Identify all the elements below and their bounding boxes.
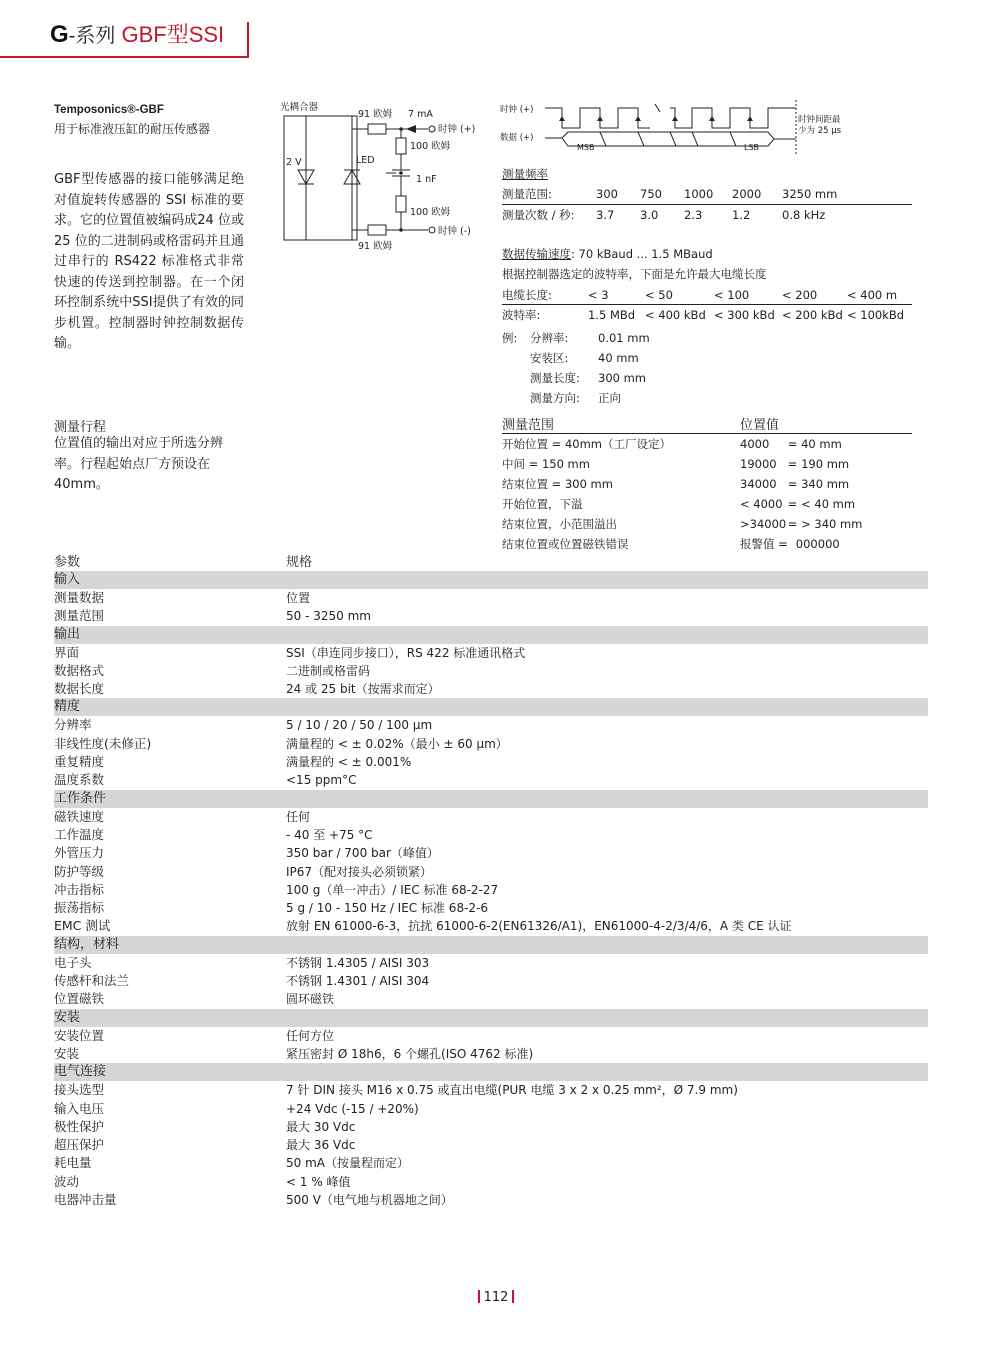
spec-section-accuracy: 精度: [54, 698, 928, 716]
spec-param: 重复精度: [54, 754, 105, 770]
table-row: [54, 1081, 928, 1099]
table-row: [54, 917, 928, 935]
position-value-cell: >34000: [740, 517, 787, 531]
position-value-cell: 4000: [740, 437, 770, 451]
example-row: [502, 328, 658, 348]
freq-range-cell: 750: [640, 187, 662, 201]
position-header-value: 位置值: [740, 417, 780, 433]
series-letter: G: [50, 21, 69, 48]
table-row: [54, 1154, 928, 1172]
example-key: 测量长度:: [530, 371, 580, 385]
ssi-timing-diagram: [500, 98, 912, 160]
table-row: [54, 1100, 928, 1118]
cable-cell: < 200: [782, 287, 818, 302]
table-row: [502, 434, 912, 455]
example-table: [502, 328, 658, 408]
cable-cell: < 400 m: [847, 287, 898, 302]
position-mm-cell: = 40 mm: [787, 437, 842, 451]
table-row: [54, 680, 928, 698]
spec-param: 安装: [54, 1045, 80, 1061]
baud-row: [502, 305, 912, 325]
spec-value: 100 g（单一冲击）/ IEC 标准 68-2-27: [286, 882, 499, 897]
spec-param: 非线性度(未修正): [54, 735, 152, 751]
spec-param: 测量范围: [54, 608, 105, 624]
spec-value: 500 V（电气地与机器地之间）: [286, 1193, 453, 1208]
table-row: [54, 607, 928, 625]
spec-header-spec: 规格: [286, 555, 313, 570]
spec-value: +24 Vdc (-15 / +20%): [286, 1101, 419, 1116]
spec-section-mounting: 安装: [54, 1009, 928, 1027]
spec-value: 7 针 DIN 接头 M16 x 0.75 或直出电缆(PUR 电缆 3 x 2 x 0.25 mm²，Ø 7.9 mm): [286, 1083, 738, 1098]
label-r3: 100 欧姆: [410, 207, 451, 218]
spec-param: 位置磁铁: [54, 991, 105, 1007]
label-capacitor: 1 nF: [416, 174, 437, 185]
stroke-title: 测量行程: [54, 420, 107, 435]
table-row: [54, 1136, 928, 1154]
spec-value: <15 ppm°C: [286, 773, 357, 788]
spec-value: 24 或 25 bit（按需求而定）: [286, 682, 440, 697]
freq-count-row: [502, 205, 912, 226]
table-row: [54, 753, 928, 771]
spec-section-output: 输出: [54, 626, 928, 644]
baud-label: 波特率:: [502, 307, 541, 322]
spec-param: 波动: [54, 1173, 80, 1189]
table-row: [54, 954, 928, 972]
spec-value: 二进制或格雷码: [286, 663, 371, 678]
spec-param: 外管压力: [54, 845, 105, 861]
position-range-cell: 开始位置 = 40mm（工厂设定）: [502, 437, 671, 451]
spec-param: 数据格式: [54, 662, 105, 678]
position-mm-cell: 000000: [795, 537, 840, 551]
position-mm-cell: = 340 mm: [787, 477, 850, 491]
label-current: 7 mA: [408, 109, 433, 120]
spec-param: 分辨率: [54, 717, 92, 733]
spec-param: EMC 测试: [54, 918, 111, 934]
position-range-cell: 结束位置，小范围溢出: [502, 517, 617, 531]
label-r2: 100 欧姆: [410, 141, 451, 152]
position-value-cell: < 4000: [740, 497, 783, 511]
label-voltage: 2 V: [286, 157, 302, 168]
position-value-cell: 34000: [740, 477, 777, 491]
cable-row: [502, 285, 912, 305]
cable-cell: < 50: [645, 287, 673, 302]
label-clock-minus: 时钟 (-): [438, 226, 471, 237]
table-row: [54, 1027, 928, 1045]
spec-param: 输入电压: [54, 1100, 105, 1116]
table-row: [54, 1118, 928, 1136]
spec-value: 任何方位: [286, 1028, 335, 1043]
example-key: 分辨率:: [530, 331, 569, 345]
spec-param: 冲击指标: [54, 881, 105, 897]
spec-param: 界面: [54, 644, 80, 660]
table-row: [54, 990, 928, 1008]
freq-count-cell: 3.7: [596, 208, 615, 222]
table-row: [502, 454, 912, 474]
cable-table: [502, 285, 912, 324]
cable-cell: < 100: [714, 287, 750, 302]
spec-section-input: 输入: [54, 571, 928, 589]
freq-range-cell: 300: [596, 187, 618, 201]
label-r4: 91 欧姆: [358, 241, 393, 252]
label-led: LED: [356, 155, 375, 166]
position-range-cell: 结束位置 = 300 mm: [502, 477, 613, 491]
baud-cell: 1.5 MBd: [588, 307, 636, 322]
freq-count-cell: 1.2: [732, 208, 751, 222]
table-row: [54, 589, 928, 607]
intro-subtitle: 用于标准液压缸的耐压传感器: [54, 122, 211, 136]
position-range-cell: 开始位置，下溢: [502, 497, 583, 511]
spec-value: 最大 30 Vdc: [286, 1119, 356, 1134]
spec-value: 放射 EN 61000-6-3，抗扰 61000-6-2(EN61326/A1)，EN61000-4-2/3/4/6，A 类 CE 认证: [286, 919, 792, 934]
position-mm-cell: = 190 mm: [787, 457, 850, 471]
spec-value: 5 g / 10 - 150 Hz / IEC 标准 68-2-6: [286, 901, 489, 916]
table-row: [502, 514, 912, 534]
freq-table: [502, 184, 912, 225]
baud-cell: < 400 kBd: [645, 307, 706, 322]
transfer-title: 数据传输速度: [502, 247, 571, 261]
baud-cell: < 300 kBd: [714, 307, 775, 322]
freq-title: 测量频率: [502, 167, 548, 181]
table-row: [502, 474, 912, 494]
transfer-speed: : 70 kBaud ... 1.5 MBaud: [571, 247, 713, 261]
header-rule: [0, 56, 248, 58]
spec-value: 任何: [286, 809, 311, 824]
intro-body: GBF型传感器的接口能够满足绝对值旋转传感器的 SSI 标准的要求。它的位置值被编码成24 位或 25 位的二进制码或格雷码并且通过串行的 RS422 标准格式非常快速的传送到控制器。在一个闭环控制系统中SSI提供了有效的同步机置。控制器时钟控制数据传输。: [54, 172, 244, 351]
spec-param: 磁铁速度: [54, 808, 105, 824]
table-row: [54, 735, 928, 753]
example-value: 40 mm: [598, 351, 639, 365]
spec-value: 紧压密封 Ø 18h6，6 个螺孔(ISO 4762 标准): [286, 1046, 534, 1061]
spec-value: 位置: [286, 591, 311, 605]
transfer-speed-line: [502, 246, 713, 262]
example-value: 300 mm: [598, 371, 647, 385]
spec-value: < 1 % 峰值: [286, 1174, 351, 1189]
timing-note-2: 少为 25 µs: [798, 126, 842, 136]
example-key: 安装区:: [530, 351, 569, 365]
example-key: 测量方向:: [530, 391, 580, 405]
example-row: [502, 348, 658, 368]
stroke-body: 位置值的输出对应于所选分辨率。行程起始点厂方预设在40mm。: [54, 436, 224, 492]
table-row: [54, 826, 928, 844]
spec-param: 接头选型: [54, 1082, 105, 1098]
example-label: 例:: [502, 331, 518, 345]
page-title: [50, 18, 224, 49]
timing-note-1: 时钟间距最: [798, 115, 841, 125]
transfer-desc: 根据控制器选定的波特率，下面是允许最大电缆长度: [502, 267, 767, 281]
spec-param: 电子头: [54, 954, 92, 970]
spec-param: 传感杆和法兰: [54, 973, 130, 989]
freq-count-cell: 0.8 kHz: [782, 208, 826, 222]
position-mm-cell: = > 340 mm: [787, 517, 863, 531]
label-r1: 91 欧姆: [358, 109, 393, 120]
position-table: [502, 413, 912, 554]
freq-count-cell: 3.0: [640, 208, 659, 222]
timing-lsb: LSB: [744, 143, 760, 152]
freq-range-cell: 3250 mm: [782, 187, 838, 201]
cable-label: 电缆长度:: [502, 287, 552, 302]
spec-value: SSI（串连同步接口），RS 422 标准通讯格式: [286, 645, 526, 660]
baud-cell: < 200 kBd: [782, 307, 843, 322]
table-row: [54, 1173, 928, 1191]
table-row: [54, 716, 928, 734]
example-row: [502, 388, 658, 408]
page-number: [0, 1290, 992, 1305]
spec-param: 测量数据: [54, 590, 105, 605]
spec-param: 工作温度: [54, 826, 105, 842]
spec-value: 不锈钢 1.4305 / AISI 303: [286, 955, 430, 970]
spec-value: 最大 36 Vdc: [286, 1138, 356, 1153]
timing-clock-label: 时钟 (+): [500, 105, 534, 115]
baud-cell: < 100kBd: [847, 307, 905, 322]
freq-count-label: 测量次数 / 秒:: [502, 208, 575, 222]
freq-range-cell: 1000: [684, 187, 714, 201]
brand-name: Temposonics®-GBF: [54, 104, 164, 116]
spec-param: 耗电量: [54, 1155, 92, 1171]
position-range-cell: 结束位置或位置磁铁错误: [502, 537, 629, 551]
spec-section-operating: 工作条件: [54, 790, 928, 808]
spec-param: 电器冲击量: [54, 1192, 117, 1208]
table-row: [54, 644, 928, 662]
label-optocoupler: 光耦合器: [280, 102, 319, 113]
model-label: GBF型SSI: [121, 22, 225, 47]
spec-param: 安装位置: [54, 1027, 105, 1043]
freq-range-label: 测量范围:: [502, 187, 552, 201]
spec-param: 数据长度: [54, 681, 105, 697]
position-range-cell: 中间 = 150 mm: [502, 457, 590, 471]
table-row: [54, 771, 928, 789]
spec-section-electrical: 电气连接: [54, 1063, 928, 1081]
spec-value: 圆环磁铁: [286, 992, 335, 1007]
table-row: [54, 1191, 928, 1209]
page-number-text: 112: [483, 1290, 509, 1305]
table-row: [54, 1045, 928, 1063]
spec-param: 极性保护: [54, 1118, 105, 1134]
page-number-bar-left: [478, 1290, 480, 1303]
table-row: [54, 899, 928, 917]
position-value-cell: 19000: [740, 457, 777, 471]
spec-value: 不锈钢 1.4301 / AISI 304: [286, 974, 430, 989]
table-row: [502, 494, 912, 514]
series-label: -系列: [68, 25, 116, 47]
position-header-range: 测量范围: [502, 417, 555, 433]
spec-value: 50 - 3250 mm: [286, 609, 371, 624]
example-value: 0.01 mm: [598, 331, 650, 345]
spec-value: 50 mA（按量程而定）: [286, 1156, 409, 1171]
table-row: [54, 808, 928, 826]
ssi-input-circuit-diagram: [278, 98, 478, 258]
position-value-cell: 报警值 =: [740, 537, 788, 551]
example-value: 正向: [598, 391, 621, 405]
timing-msb: MSB: [577, 143, 595, 152]
cable-cell: < 3: [588, 287, 609, 302]
table-row: [54, 972, 928, 990]
table-row: [54, 662, 928, 680]
page-number-bar-right: [512, 1290, 514, 1303]
spec-param: 振荡指标: [54, 900, 105, 916]
spec-header: [54, 551, 928, 571]
table-row: [54, 844, 928, 862]
spec-param: 温度系数: [54, 772, 105, 788]
spec-value: 满量程的 < ± 0.001%: [286, 755, 412, 770]
header-rule-vertical: [247, 22, 249, 58]
timing-data-label: 数据 (+): [500, 133, 534, 143]
spec-header-param: 参数: [54, 555, 81, 570]
label-clock-plus: 时钟 (+): [438, 124, 476, 135]
spec-section-materials: 结构，材料: [54, 936, 928, 954]
freq-count-cell: 2.3: [684, 208, 703, 222]
spec-param: 防护等级: [54, 863, 105, 879]
position-mm-cell: = < 40 mm: [787, 497, 856, 511]
spec-value: 满量程的 < ± 0.02%（最小 ± 60 µm）: [286, 736, 508, 751]
example-row: [502, 368, 658, 388]
table-row: [54, 881, 928, 899]
table-row: [54, 863, 928, 881]
position-header: [502, 413, 912, 434]
spec-value: 350 bar / 700 bar（峰值）: [286, 846, 439, 861]
spec-value: IP67（配对接头必须锁紧）: [286, 864, 433, 879]
freq-range-row: [502, 184, 912, 205]
spec-value: - 40 至 +75 °C: [286, 827, 373, 842]
specifications-table: [54, 551, 928, 1209]
freq-range-cell: 2000: [732, 187, 762, 201]
spec-param: 超压保护: [54, 1137, 105, 1153]
spec-value: 5 / 10 / 20 / 50 / 100 µm: [286, 718, 433, 733]
